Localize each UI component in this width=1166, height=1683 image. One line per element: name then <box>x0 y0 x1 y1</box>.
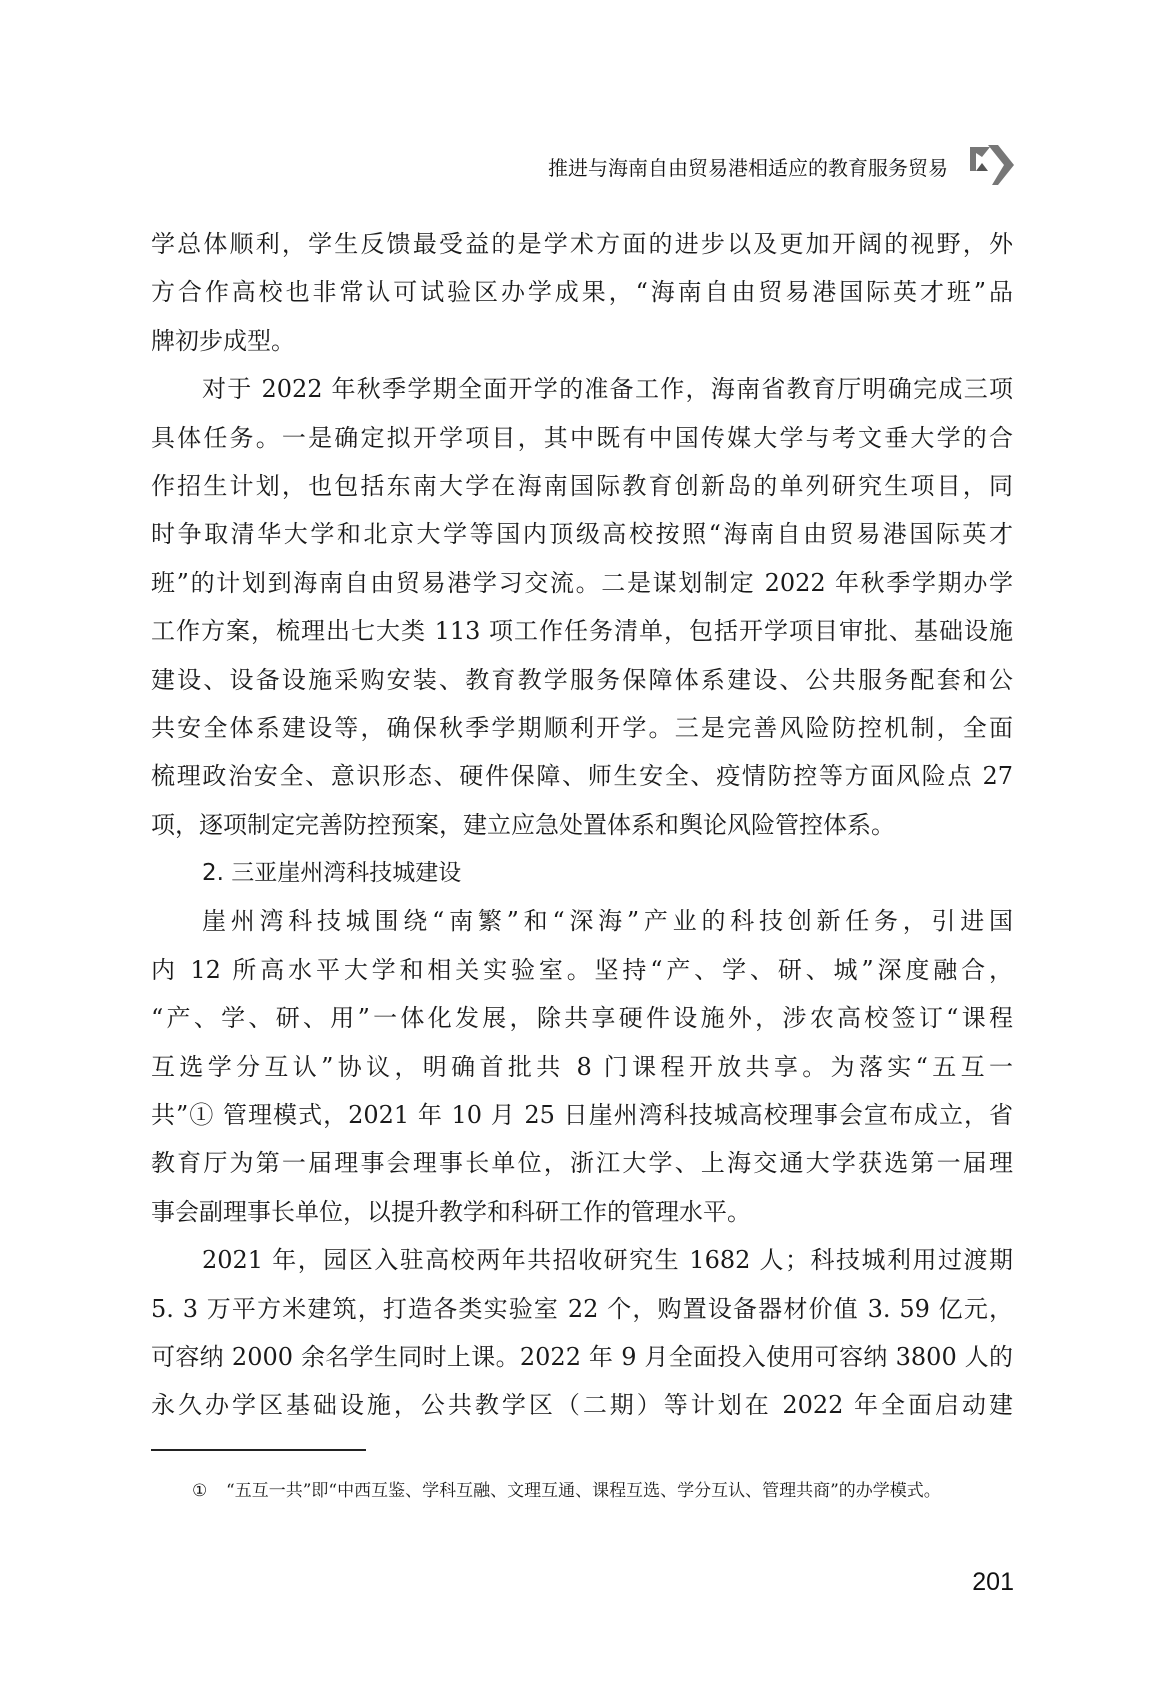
text-line: 2021 年，园区入驻高校两年共招收研究生 1682 人；科技城利用过渡期 <box>202 1246 1013 1275</box>
text-line: 学总体顺利，学生反馈最受益的是学术方面的进步以及更加开阔的视野，外 <box>151 230 1013 258</box>
footnote-marker: ① <box>192 1481 208 1501</box>
text-line: 班”的计划到海南自由贸易港学习交流。二是谋划制定 2022 年秋季学期办学 <box>151 568 1013 597</box>
text-line: 作招生计划，也包括东南大学在海南国际教育创新岛的单列研究生项目，同 <box>151 471 1013 500</box>
chapter-arrow-icon <box>968 143 1018 187</box>
text-line: 可容纳 2000 余名学生同时上课。2022 年 9 月全面投入使用可容纳 3800 人的 <box>151 1342 1013 1371</box>
text-line: 项，逐项制定完善防控预案，建立应急处置体系和舆论风险管控体系。 <box>151 810 895 839</box>
section-heading: 2. 三亚崖州湾科技城建设 <box>202 860 462 887</box>
text-line: 时争取清华大学和北京大学等国内顶级高校按照“海南自由贸易港国际英才 <box>151 520 1013 549</box>
text-line: 牌初步成型。 <box>151 326 295 355</box>
footnote <box>192 1476 1014 1506</box>
text-line: 共”① 管理模式，2021 年 10 月 25 日崖州湾科技城高校理事会宣布成立，省 <box>151 1101 1013 1130</box>
text-line: 5. 3 万平方米建筑，打造各类实验室 22 个，购置设备器材价值 3. 59 亿元， <box>151 1294 1013 1323</box>
body-text <box>151 226 1013 1436</box>
text-line: 共安全体系建设等，确保秋季学期顺利开学。三是完善风险防控机制，全面 <box>151 713 1013 742</box>
text-line: 内 12 所高水平大学和相关实验室。坚持“产、学、研、城”深度融合， <box>151 955 1013 984</box>
text-line: 工作方案，梳理出七大类 113 项工作任务清单，包括开学项目审批、基础设施 <box>151 617 1013 646</box>
text-line: “产、学、研、用”一体化发展，除共享硬件设施外，涉农高校签订“课程 <box>151 1004 1013 1033</box>
text-line: 方合作高校也非常认可试验区办学成果，“海南自由贸易港国际英才班”品 <box>151 278 1013 307</box>
text-line: 永久办学区基础设施，公共教学区（二期）等计划在 2022 年全面启动建 <box>151 1391 1013 1420</box>
text-line: 教育厅为第一届理事会理事长单位，浙江大学、上海交通大学获选第一届理 <box>151 1149 1013 1178</box>
text-line: 互选学分互认”协议，明确首批共 8 门课程开放共享。为落实“五互一 <box>151 1052 1013 1081</box>
text-line: 具体任务。一是确定拟开学项目，其中既有中国传媒大学与考文垂大学的合 <box>151 423 1013 452</box>
text-line: 事会副理事长单位，以提升教学和科研工作的管理水平。 <box>151 1197 751 1226</box>
text-line: 梳理政治安全、意识形态、硬件保障、师生安全、疫情防控等方面风险点 27 <box>151 762 1013 791</box>
page-number: 201 <box>972 1568 1014 1596</box>
footnote-text: “五互一共”即“中西互鉴、学科互融、文理互通、课程互选、学分互认、管理共商”的办学模式。 <box>226 1481 941 1501</box>
text-line: 对于 2022 年秋季学期全面开学的准备工作，海南省教育厅明确完成三项 <box>202 375 1013 404</box>
text-line: 崖州湾科技城围绕“南繁”和“深海”产业的科技创新任务，引进国 <box>202 907 1013 936</box>
footnote-divider <box>151 1449 366 1451</box>
running-header: 推进与海南自由贸易港相适应的教育服务贸易 <box>548 156 948 180</box>
text-line: 建设、设备设施采购安装、教育教学服务保障体系建设、公共服务配套和公 <box>151 665 1013 694</box>
